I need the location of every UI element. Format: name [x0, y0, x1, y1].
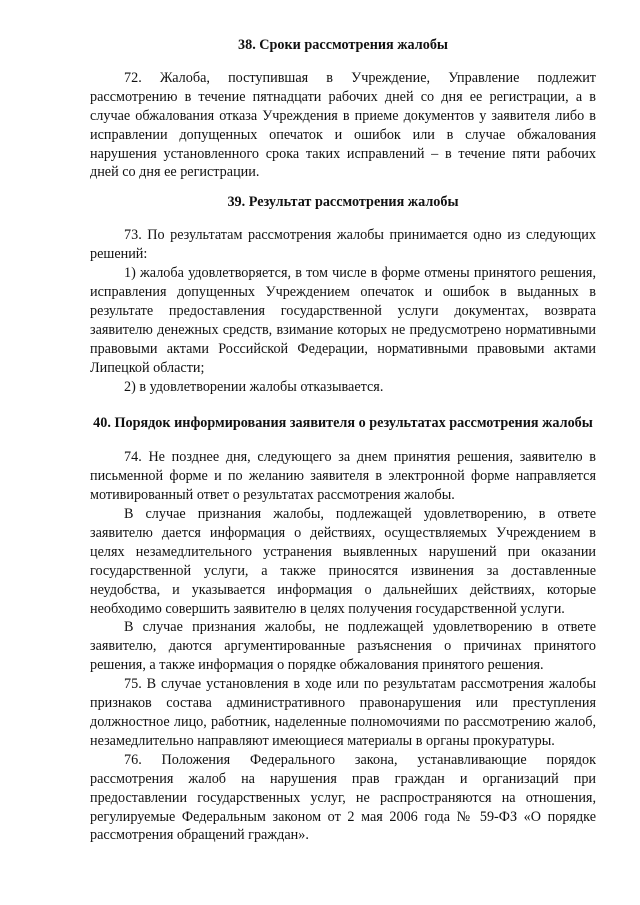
paragraph-73-item-2: 2) в удовлетворении жалобы отказывается. — [124, 378, 384, 395]
paragraph-73-item-1: 1) жалоба удовлетворяется, в том числе в форме отмены принятого решения, исправления допущенных Учреждением опечаток и ошибок в выданных в результате предоставления государственной услуги документах, возврата заявителю денежных средств, взимание которых не предусмотрено нормативными правовыми актами Российской Федерации, нормативными правовыми актами Липецкой области; — [90, 265, 596, 376]
paragraph-76: 76. Положения Федерального закона, устанавливающие порядок рассмотрения жалоб на нарушения прав граждан и организаций при предоставлении государственных услуг, не распространяются на отношения, регулируемые Федеральным законом от 2 мая 2006 года № 59-ФЗ «О порядке рассмотрения обращений граждан». — [90, 751, 596, 844]
paragraph-75: 75. В случае установления в ходе или по результатам рассмотрения жалобы признаков состава административного правонарушения или преступления должностное лицо, работник, наделенные полномочиями по рассмотрению жалоб, незамедлительно направляют имеющиеся материалы в органы прокуратуры. — [90, 676, 596, 749]
paragraph-74-satisfied: В случае признания жалобы, подлежащей удовлетворению, в ответе заявителю дается информация о действиях, осуществляемых Учреждением в целях незамедлительного устранения выявленных нарушений при оказании государственной услуги, а также приносятся извинения за доставленные неудобства, и указывается информация о дальнейших действиях, которые необходимо совершить заявителю в целях получения государственной услуги. — [90, 506, 596, 617]
paragraph-74: 74. Не позднее дня, следующего за днем принятия решения, заявителю в письменной форме и по желанию заявителя в электронной форме направляется мотивированный ответ о результатах рассмотрения жалобы. — [90, 449, 596, 504]
paragraph-73: 73. По результатам рассмотрения жалобы принимается одно из следующих решений: — [90, 227, 596, 263]
section-38-heading: 38. Сроки рассмотрения жалобы — [238, 37, 448, 53]
section-40-heading: 40. Порядок информирования заявителя о результатах рассмотрения жалобы — [93, 415, 593, 432]
section-39-heading: 39. Результат рассмотрения жалобы — [227, 194, 459, 211]
paragraph-72: 72. Жалоба, поступившая в Учреждение, Управление подлежит рассмотрению в течение пятнадцати рабочих дней со дня ее регистрации, а в случае обжалования отказа Учреждения в приеме документов у заявителя либо в исправлении допущенных опечаток и ошибок или в случае обжалования нарушения установленного срока таких исправлений – в течение пяти рабочих дней со дня ее регистрации. — [90, 69, 596, 181]
document-page — [90, 36, 596, 845]
paragraph-74-not-satisfied: В случае признания жалобы, не подлежащей удовлетворению в ответе заявителю, даются аргументированные разъяснения о причинах принятого решения, а также информация о порядке обжалования принятого решения. — [90, 619, 596, 674]
